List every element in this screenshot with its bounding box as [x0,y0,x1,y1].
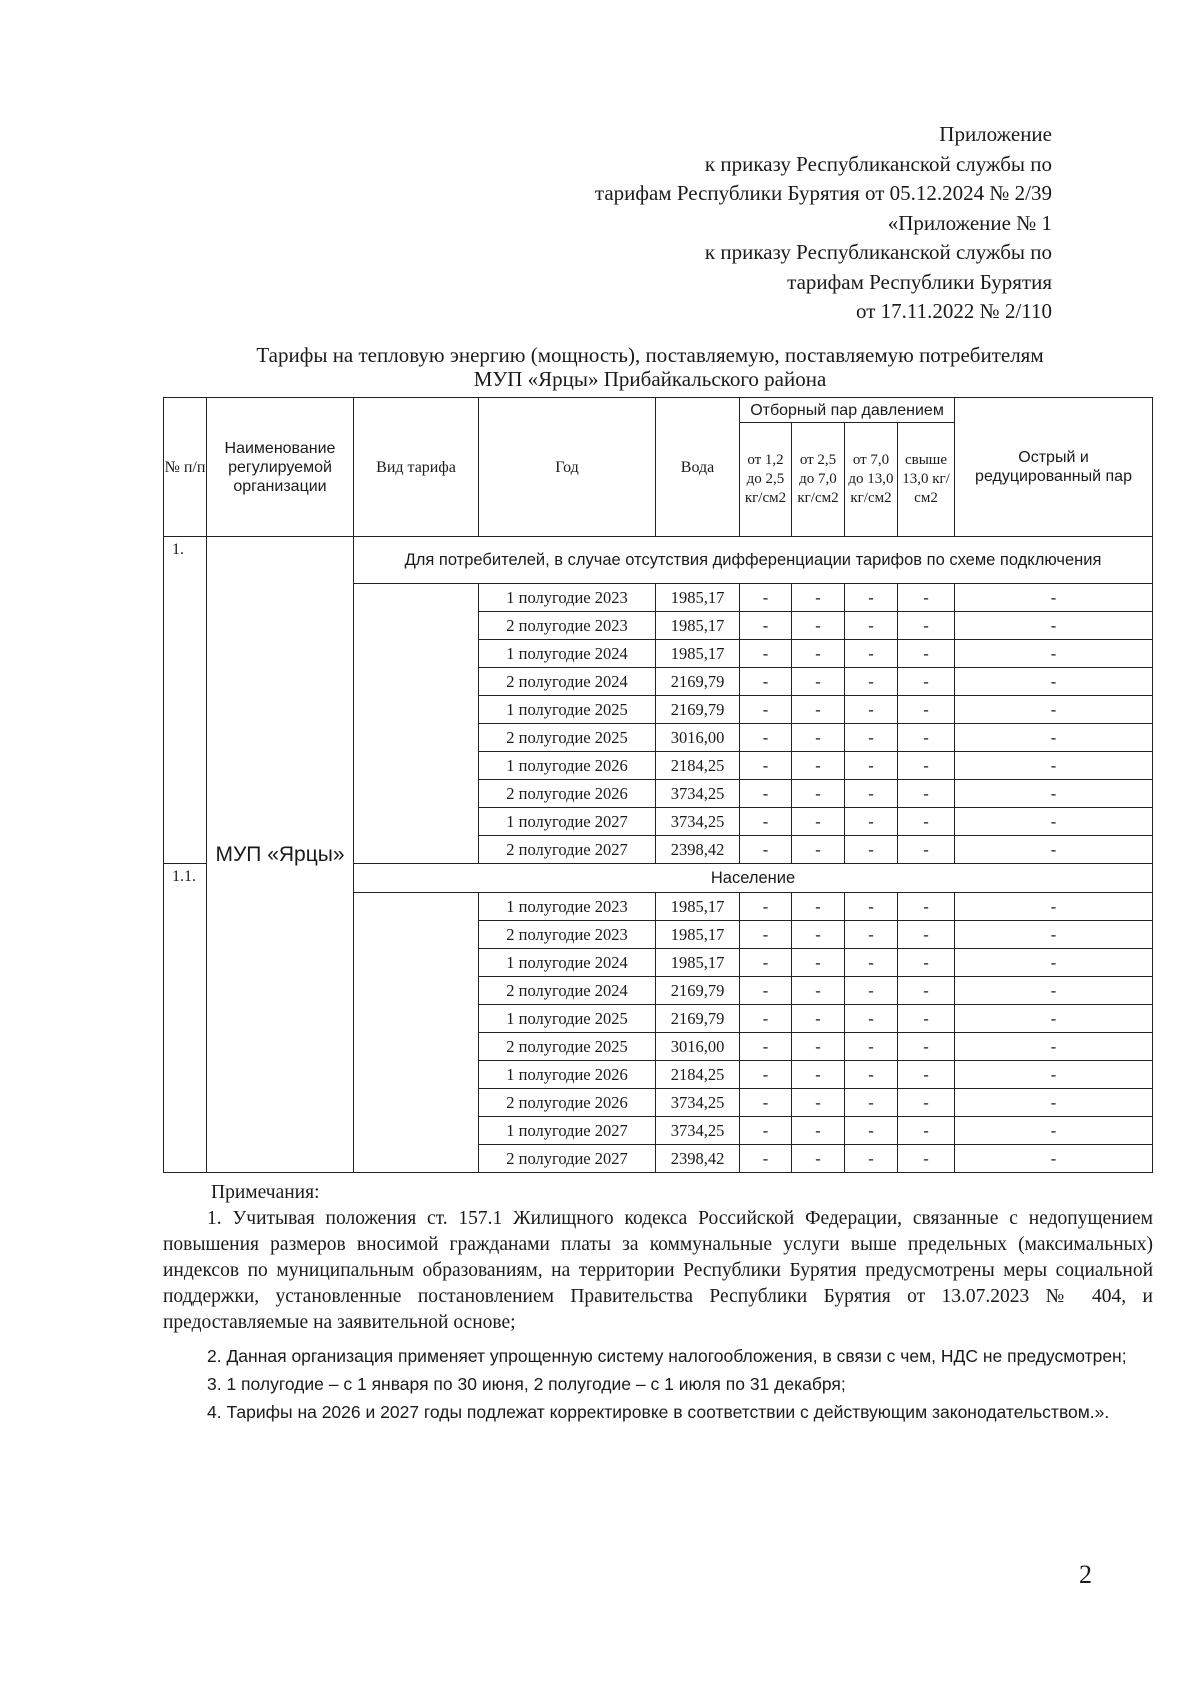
empty-value-cell: - [740,584,792,612]
empty-value-cell: - [792,893,845,921]
year-cell: 1 полугодие 2025 [479,696,656,724]
empty-value-cell: - [898,696,955,724]
empty-value-cell: - [898,612,955,640]
tariff-type-cell [354,893,479,1173]
year-cell: 1 полугодие 2024 [479,640,656,668]
empty-value-cell: - [898,893,955,921]
empty-value-cell: - [740,724,792,752]
water-value-cell: 2169,79 [656,1005,740,1033]
empty-value-cell: - [898,640,955,668]
organization-name: МУП «Ярцы» [207,537,354,1173]
empty-value-cell: - [845,612,898,640]
year-cell: 1 полугодие 2025 [479,1005,656,1033]
empty-value-cell: - [898,977,955,1005]
empty-value-cell: - [845,584,898,612]
empty-value-cell: - [740,949,792,977]
section-number: 1. [164,537,207,864]
year-cell: 1 полугодие 2023 [479,893,656,921]
empty-value-cell: - [898,1089,955,1117]
header-line: к приказу Республиканской службы по [704,240,1052,264]
empty-value-cell: - [898,808,955,836]
empty-value-cell: - [955,921,1153,949]
year-cell: 1 полугодие 2024 [479,949,656,977]
empty-value-cell: - [740,893,792,921]
empty-value-cell: - [845,1145,898,1173]
water-value-cell: 2169,79 [656,696,740,724]
note-4: 4. Тарифы на 2026 и 2027 годы подлежат корректировке в соответствии с действующим законодательством.». [207,1402,1110,1422]
empty-value-cell: - [898,752,955,780]
water-value-cell: 2184,25 [656,1061,740,1089]
empty-value-cell: - [845,752,898,780]
empty-value-cell: - [740,1033,792,1061]
header-steam-2: от 2,5 до 7,0 кг/см2 [792,423,845,537]
empty-value-cell: - [792,584,845,612]
empty-value-cell: - [955,808,1153,836]
header-steam-1: от 1,2 до 2,5 кг/см2 [740,423,792,537]
note-1: 1. Учитывая положения ст. 157.1 Жилищного кодекса Российской Федерации, связанные с недопущением повышения размеров вносимой гражданами платы за коммунальные услуги выше предельных (максимальных) индексов по муниципальным образованиям, на территории Республики Бурятия предусмотрены меры социальной поддержки, установленные постановлением Правительства Республики Бурятия от 13.07.2023 № 404, и предоставляемые на заявительной основе; [163,1208,1153,1333]
header-line: тарифам Республики Бурятия [787,269,1052,294]
empty-value-cell: - [955,1089,1153,1117]
empty-value-cell: - [792,1117,845,1145]
empty-value-cell: - [845,668,898,696]
empty-value-cell: - [955,893,1153,921]
page-number: 2 [1079,1560,1092,1589]
empty-value-cell: - [898,1145,955,1173]
title-line-2: МУП «Ярцы» Прибайкальского района [473,367,827,391]
empty-value-cell: - [845,893,898,921]
year-cell: 2 полугодие 2027 [479,836,656,864]
empty-value-cell: - [740,1005,792,1033]
section-title-row [164,537,1153,584]
empty-value-cell: - [845,977,898,1005]
empty-value-cell: - [792,1005,845,1033]
water-value-cell: 1985,17 [656,921,740,949]
note-3: 3. 1 полугодие – с 1 января по 30 июня, 2 полугодие – с 1 июля по 31 декабря; [207,1374,846,1394]
empty-value-cell: - [792,640,845,668]
header-tariff-type: Вид тарифа [354,398,479,537]
water-value-cell: 2169,79 [656,977,740,1005]
water-value-cell: 3016,00 [656,1033,740,1061]
water-value-cell: 2169,79 [656,668,740,696]
water-value-cell: 2398,42 [656,1145,740,1173]
empty-value-cell: - [792,612,845,640]
header-line: к приказу Республиканской службы по [704,151,1052,176]
empty-value-cell: - [898,724,955,752]
year-cell: 2 полугодие 2026 [479,1089,656,1117]
empty-value-cell: - [955,977,1153,1005]
year-cell: 1 полугодие 2027 [479,1117,656,1145]
empty-value-cell: - [955,949,1153,977]
year-cell: 1 полугодие 2026 [479,1061,656,1089]
empty-value-cell: - [845,1033,898,1061]
empty-value-cell: - [955,780,1153,808]
empty-value-cell: - [792,1061,845,1089]
appendix-header [595,120,1052,327]
empty-value-cell: - [740,696,792,724]
empty-value-cell: - [955,696,1153,724]
water-value-cell: 1985,17 [656,612,740,640]
empty-value-cell: - [792,977,845,1005]
year-cell: 2 полугодие 2023 [479,921,656,949]
empty-value-cell: - [792,752,845,780]
water-value-cell: 1985,17 [656,949,740,977]
empty-value-cell: - [898,1061,955,1089]
empty-value-cell: - [740,977,792,1005]
header-steam-group: Отборный пар давлением [740,398,955,423]
title-line-1: Тарифы на тепловую энергию (мощность), поставляемую, поставляемую потребителям [256,343,1044,367]
header-steam-4: свыше 13,0 кг/см2 [898,423,955,537]
water-value-cell: 3734,25 [656,1089,740,1117]
empty-value-cell: - [740,612,792,640]
empty-value-cell: - [955,640,1153,668]
empty-value-cell: - [898,1117,955,1145]
water-value-cell: 3734,25 [656,1117,740,1145]
year-cell: 2 полугодие 2025 [479,1033,656,1061]
year-cell: 1 полугодие 2027 [479,808,656,836]
empty-value-cell: - [898,584,955,612]
empty-value-cell: - [845,808,898,836]
empty-value-cell: - [898,836,955,864]
empty-value-cell: - [740,1089,792,1117]
empty-value-cell: - [740,780,792,808]
year-cell: 2 полугодие 2027 [479,1145,656,1173]
water-value-cell: 2398,42 [656,836,740,864]
empty-value-cell: - [955,836,1153,864]
empty-value-cell: - [955,724,1153,752]
water-value-cell: 1985,17 [656,893,740,921]
year-cell: 2 полугодие 2024 [479,668,656,696]
document-title [160,343,1140,391]
year-cell: 2 полугодие 2024 [479,977,656,1005]
header-line: Приложение [939,122,1052,146]
empty-value-cell: - [792,696,845,724]
empty-value-cell: - [955,1145,1153,1173]
empty-value-cell: - [955,752,1153,780]
water-value-cell: 3734,25 [656,780,740,808]
empty-value-cell: - [898,1005,955,1033]
tariff-type-cell [354,584,479,864]
empty-value-cell: - [845,1089,898,1117]
year-cell: 1 полугодие 2026 [479,752,656,780]
empty-value-cell: - [845,1005,898,1033]
empty-value-cell: - [740,640,792,668]
header-line: «Приложение № 1 [887,210,1052,235]
empty-value-cell: - [792,1089,845,1117]
empty-value-cell: - [955,668,1153,696]
notes-title: Примечания: [211,1182,320,1203]
empty-value-cell: - [792,780,845,808]
empty-value-cell: - [792,836,845,864]
empty-value-cell: - [740,752,792,780]
notes [163,1180,1153,1424]
empty-value-cell: - [955,612,1153,640]
water-value-cell: 1985,17 [656,584,740,612]
empty-value-cell: - [740,1061,792,1089]
water-value-cell: 1985,17 [656,640,740,668]
header-year: Год [479,398,656,537]
empty-value-cell: - [898,921,955,949]
header-steam-3: от 7,0 до 13,0 кг/см2 [845,423,898,537]
section-number: 1.1. [164,864,207,1173]
header-line: тарифам Республики Бурятия от 05.12.2024 № 2/39 [594,181,1052,205]
empty-value-cell: - [740,1117,792,1145]
empty-value-cell: - [740,836,792,864]
water-value-cell: 3016,00 [656,724,740,752]
empty-value-cell: - [740,921,792,949]
water-value-cell: 3734,25 [656,808,740,836]
empty-value-cell: - [898,949,955,977]
empty-value-cell: - [898,1033,955,1061]
empty-value-cell: - [845,1117,898,1145]
empty-value-cell: - [792,668,845,696]
year-cell: 2 полугодие 2023 [479,612,656,640]
note-2: 2. Данная организация применяет упрощенную систему налогообложения, в связи с чем, НДС не предусмотрен; [207,1346,1127,1366]
empty-value-cell: - [740,1145,792,1173]
header-water: Вода [656,398,740,537]
year-cell: 1 полугодие 2023 [479,584,656,612]
tariff-table [163,397,1153,1173]
header-line: от 17.11.2022 № 2/110 [856,299,1052,323]
year-cell: 2 полугодие 2025 [479,724,656,752]
empty-value-cell: - [845,724,898,752]
empty-value-cell: - [792,921,845,949]
empty-value-cell: - [845,836,898,864]
section-title: Население [354,864,1153,893]
empty-value-cell: - [955,584,1153,612]
empty-value-cell: - [792,949,845,977]
empty-value-cell: - [955,1005,1153,1033]
empty-value-cell: - [845,640,898,668]
empty-value-cell: - [898,780,955,808]
section-title: Для потребителей, в случае отсутствия дифференциации тарифов по схеме подключения [354,537,1153,584]
empty-value-cell: - [845,921,898,949]
empty-value-cell: - [740,668,792,696]
empty-value-cell: - [792,724,845,752]
empty-value-cell: - [792,1033,845,1061]
empty-value-cell: - [898,668,955,696]
empty-value-cell: - [792,1145,845,1173]
header-sharp-steam: Острый и редуцированный пар [955,398,1153,537]
header-org: Наименование регулируемой организации [207,398,354,537]
empty-value-cell: - [955,1061,1153,1089]
empty-value-cell: - [845,696,898,724]
empty-value-cell: - [845,1061,898,1089]
empty-value-cell: - [845,780,898,808]
header-num: № п/п [164,398,207,537]
empty-value-cell: - [955,1033,1153,1061]
water-value-cell: 2184,25 [656,752,740,780]
empty-value-cell: - [792,808,845,836]
year-cell: 2 полугодие 2026 [479,780,656,808]
empty-value-cell: - [740,808,792,836]
empty-value-cell: - [845,949,898,977]
empty-value-cell: - [955,1117,1153,1145]
